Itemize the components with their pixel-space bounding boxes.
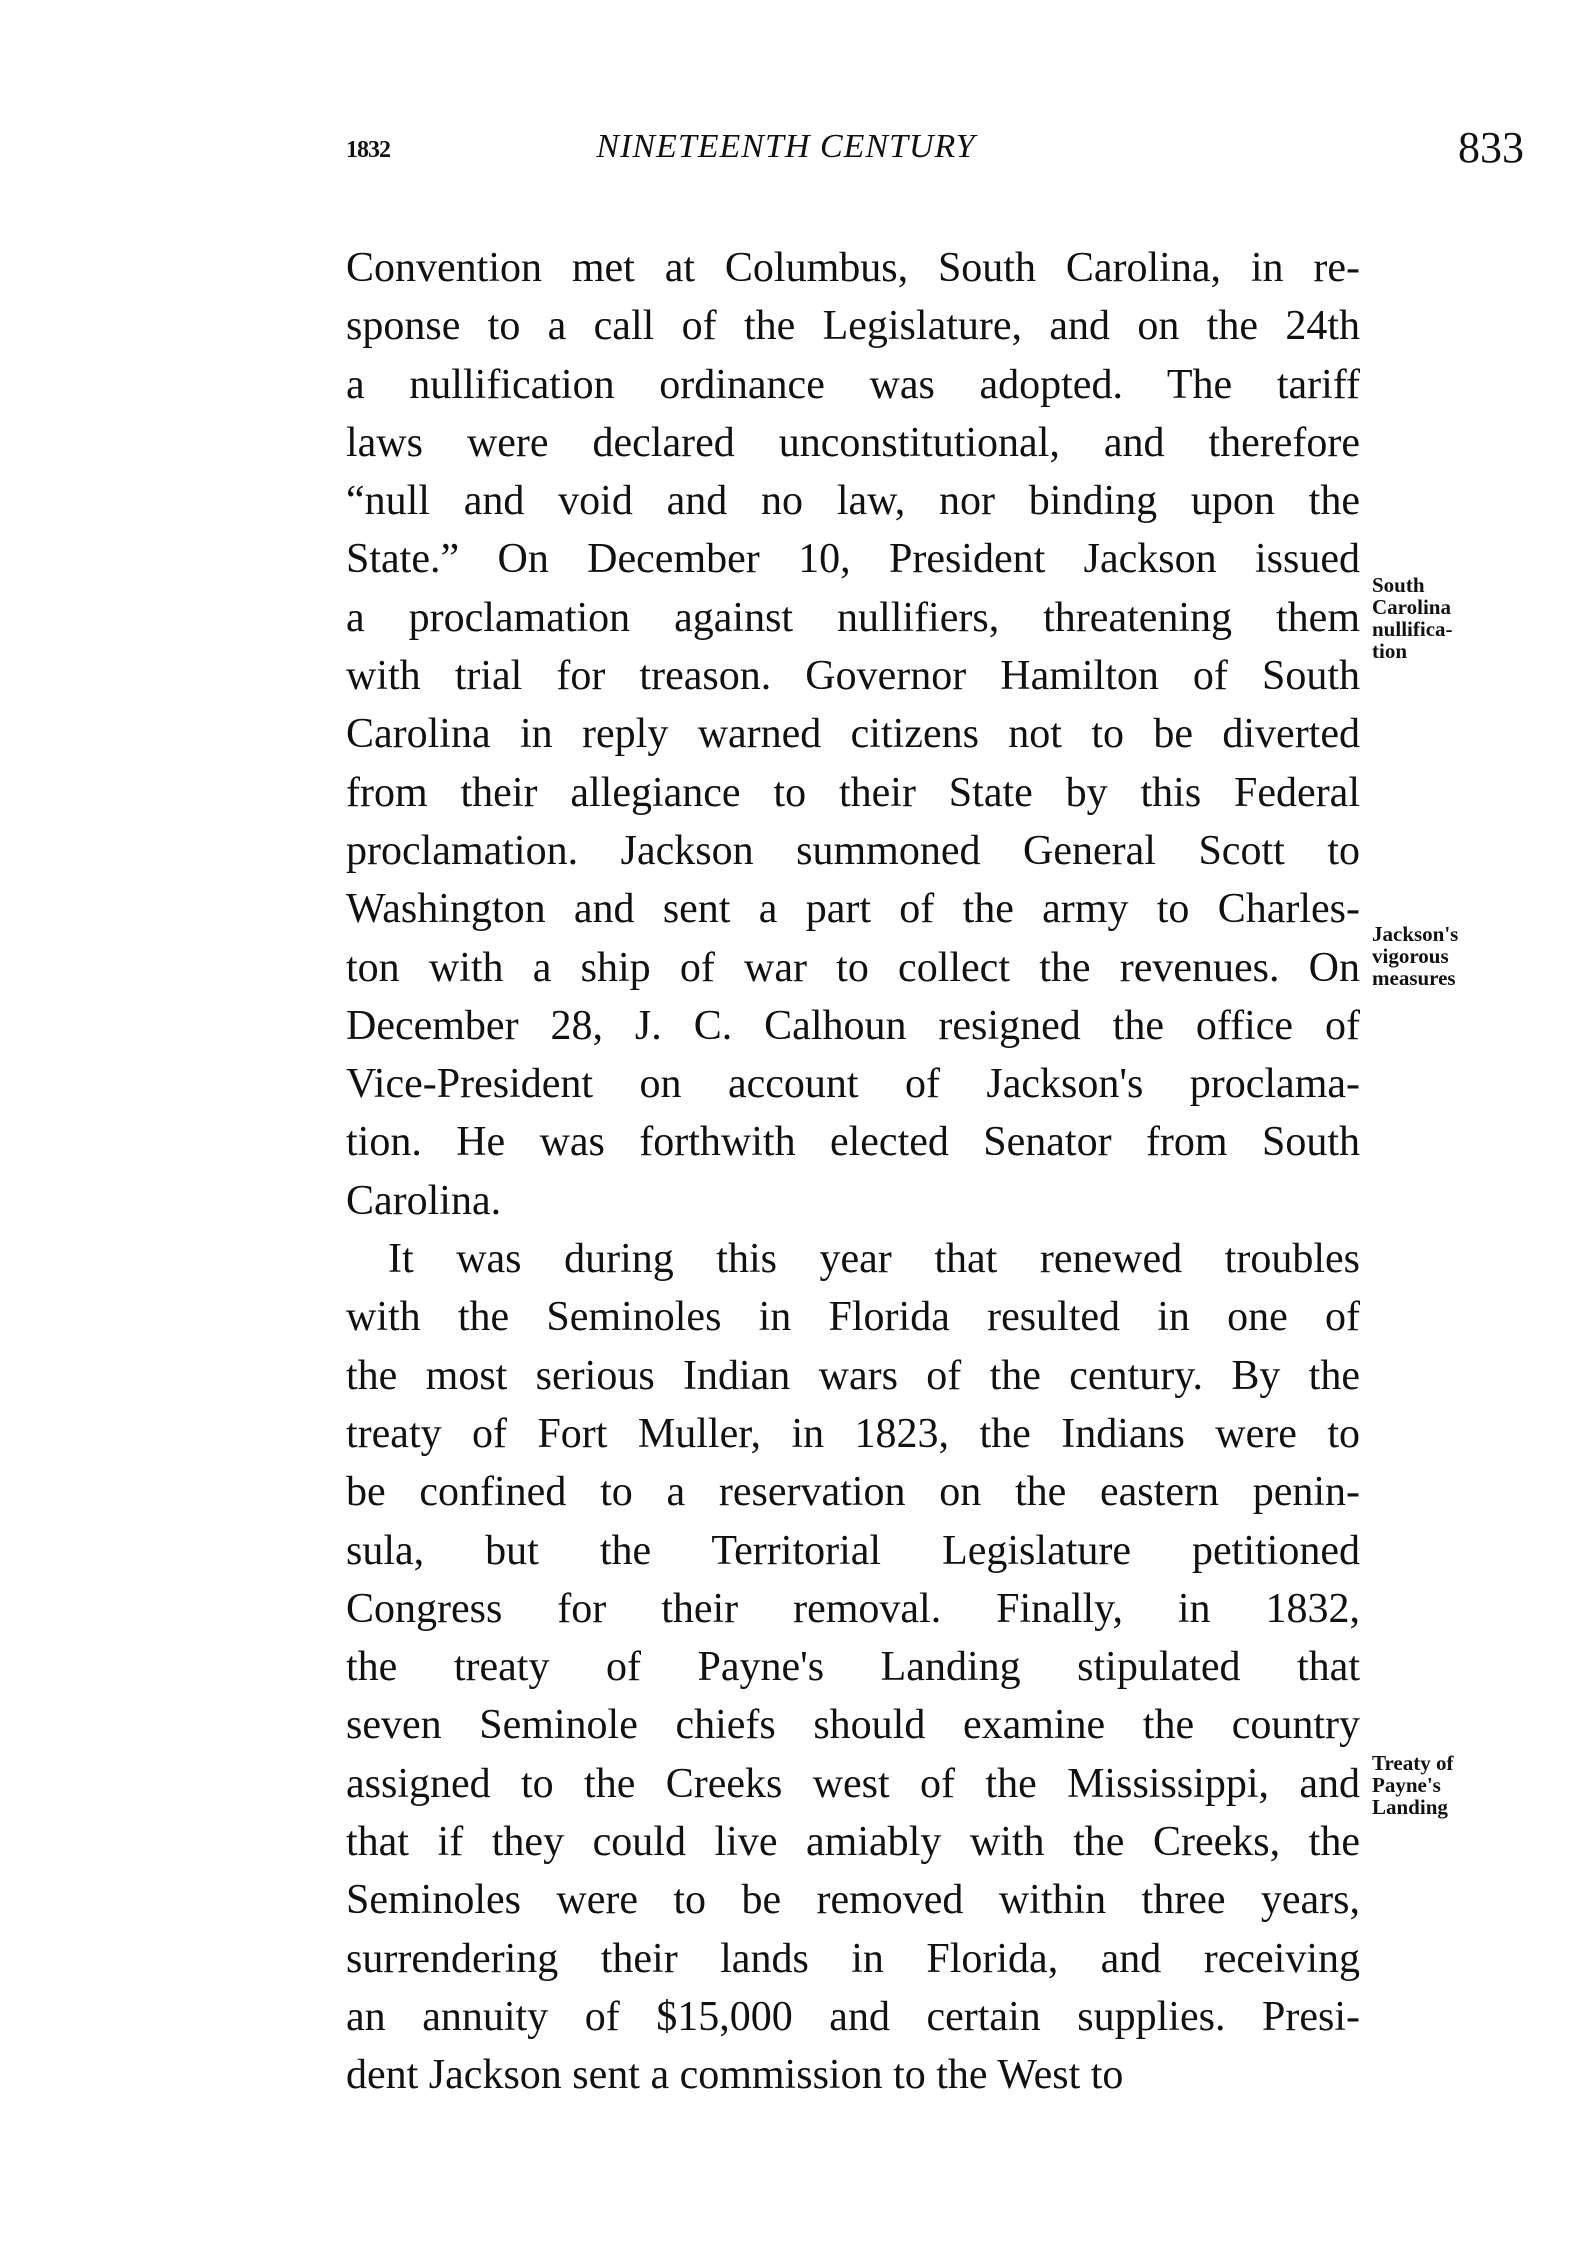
text-line: with trial for treason. Governor Hamilton of South [346, 653, 1360, 700]
text-line: ton with a ship of war to collect the revenues. On [346, 944, 1360, 991]
text-line: State.” On December 10, President Jackson issued [346, 536, 1360, 583]
text-line: Washington and sent a part of the army to Charles- [346, 886, 1360, 933]
margin-note-line: Jackson's [1372, 922, 1459, 946]
margin-note-line: Carolina [1372, 595, 1451, 619]
margin-note-jacksons-vigorous-measures [1372, 923, 1458, 989]
margin-note-line: Payne's [1372, 1773, 1441, 1797]
margin-note-line: measures [1372, 966, 1456, 990]
margin-note-line: Treaty of [1372, 1751, 1454, 1775]
text-line: an annuity of $15,000 and certain supplies. Presi- [346, 1993, 1360, 2040]
text-line: from their allegiance to their State by this Federal [346, 769, 1360, 816]
text-line: sula, but the Territorial Legislature petitioned [346, 1527, 1360, 1574]
text-line: seven Seminole chiefs should examine the country [346, 1702, 1360, 1749]
margin-note-line: tion [1372, 639, 1408, 663]
margin-note-line: Landing [1372, 1795, 1448, 1819]
margin-note-south-carolina-nullification [1372, 574, 1453, 662]
text-line: dent Jackson sent a commission to the West to [346, 2052, 1124, 2099]
text-line: be confined to a reservation on the eastern penin- [346, 1469, 1360, 1516]
text-line: laws were declared unconstitutional, and therefore [346, 419, 1360, 466]
text-line: proclamation. Jackson summoned General Scott to [346, 827, 1360, 874]
text-line: “null and void and no law, nor binding upon the [346, 478, 1360, 525]
text-line: treaty of Fort Muller, in 1823, the Indians were to [346, 1410, 1360, 1457]
text-line: Congress for their removal. Finally, in 1832, [346, 1585, 1360, 1632]
text-line: Carolina. [346, 1177, 502, 1224]
body-text [346, 239, 1360, 2105]
text-line: Seminoles were to be removed within three years, [346, 1877, 1360, 1924]
text-line: the most serious Indian wars of the century. By the [346, 1352, 1360, 1399]
text-line: It was during this year that renewed troubles [388, 1236, 1360, 1283]
text-line: tion. He was forthwith elected Senator from South [346, 1119, 1360, 1166]
text-line: with the Seminoles in Florida resulted in one of [346, 1294, 1360, 1341]
text-line: sponse to a call of the Legislature, and on the 24th [346, 303, 1360, 350]
text-line: a nullification ordinance was adopted. The tariff [346, 361, 1360, 408]
text-line: that if they could live amiably with the Creeks, the [346, 1819, 1360, 1866]
text-line: Carolina in reply warned citizens not to be diverted [346, 711, 1360, 758]
text-line: Convention met at Columbus, South Carolina, in re- [346, 245, 1360, 291]
text-line: assigned to the Creeks west of the Mississippi, and [346, 1760, 1360, 1807]
margin-note-line: vigorous [1372, 944, 1449, 968]
running-head-title-wrap [0, 128, 1592, 166]
text-line: Vice-President on account of Jackson's proclama- [346, 1061, 1360, 1108]
text-line: December 28, J. C. Calhoun resigned the office of [346, 1002, 1360, 1049]
text-line: surrendering their lands in Florida, and receiving [346, 1935, 1360, 1982]
margin-note-line: South [1372, 573, 1425, 597]
margin-note-line: nullifica- [1372, 617, 1453, 641]
text-line: the treaty of Payne's Landing stipulated that [346, 1644, 1360, 1691]
running-head-title: NINETEENTH CENTURY [596, 128, 976, 165]
margin-note-treaty-of-paynes-landing [1372, 1752, 1453, 1818]
text-line: a proclamation against nullifiers, threatening them [346, 594, 1360, 641]
running-head-year: 1832 [346, 137, 390, 163]
page-number: 833 [1458, 123, 1524, 172]
